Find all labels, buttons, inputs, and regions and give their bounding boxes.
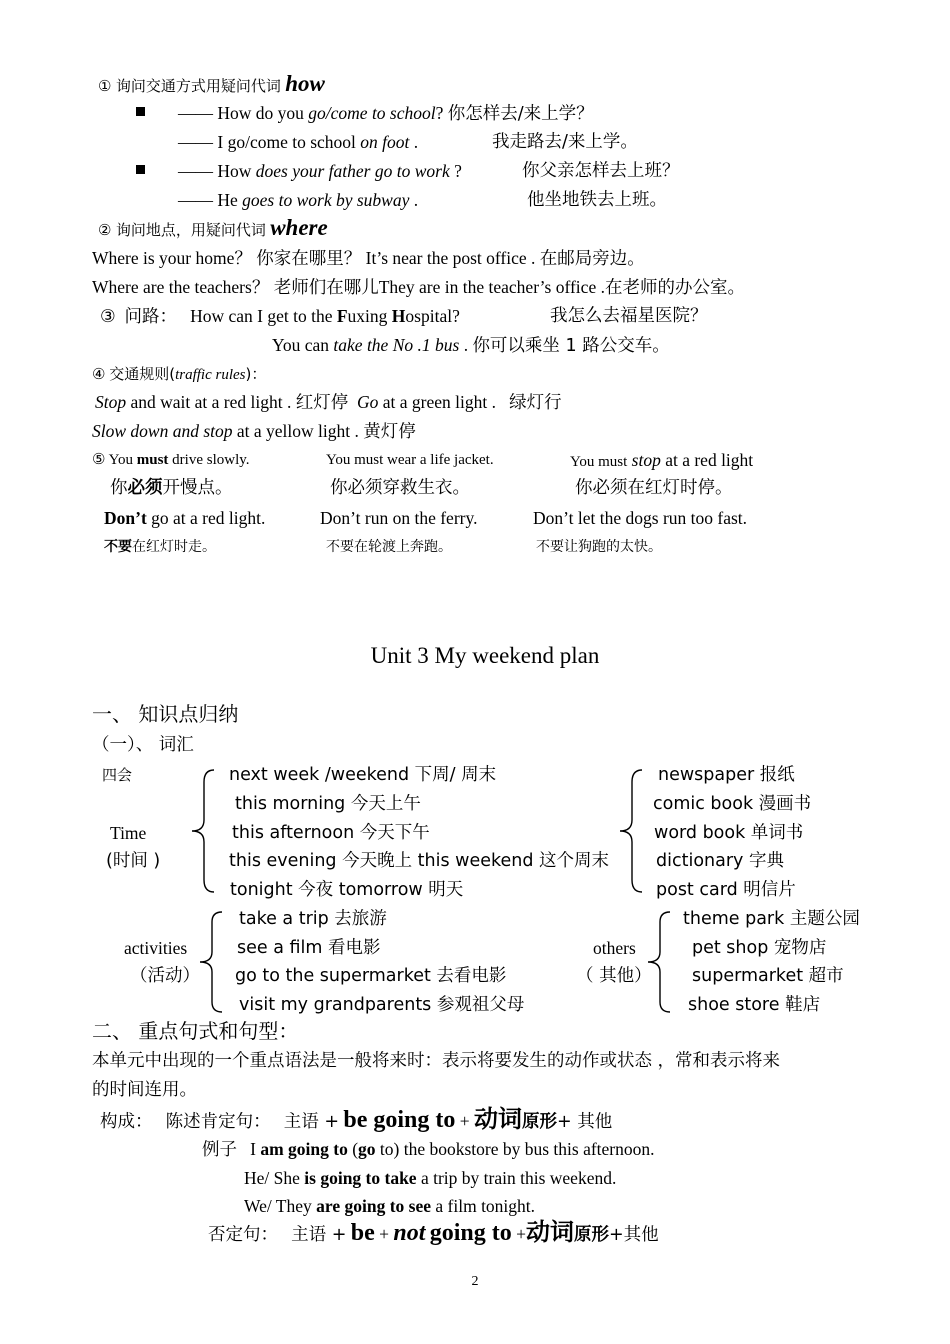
ask-way-line: ③ 问路： How can I get to the Fuxing Hospital?	[100, 306, 460, 327]
activity-item-4: visit my grandparents 参观祖父母	[239, 995, 525, 1015]
dont-col-3-cn: 不要让狗跑的太快。	[536, 539, 662, 555]
circled-number-4: ④	[92, 367, 106, 383]
example-sentence-2: He/ She is going to take a trip by train this weekend.	[244, 1168, 617, 1188]
dont-col-1-cn: 不要在红灯时走。	[104, 539, 216, 555]
activity-item-3: go to the supermarket 去看电影	[235, 966, 507, 986]
left-brace-time	[188, 768, 218, 894]
ask-way-answer: You can take the No .1 bus . 你可以乘坐 1 路公交车。	[272, 335, 670, 356]
example-answer-1-cn: 我走路去/来上学。	[492, 132, 638, 152]
must-col-3-cn: 你必须在红灯时停。	[575, 478, 733, 498]
must-col-2-cn: 你必须穿救生衣。	[330, 478, 470, 498]
example-question-2-cn: 你父亲怎样去上班？	[522, 161, 680, 181]
time-item-4: this evening 今天晚上 this weekend 这个周末	[229, 851, 610, 871]
left-brace-activities	[196, 910, 226, 1014]
square-bullet-icon	[136, 107, 145, 116]
must-col-2: You must wear a life jacket.	[326, 452, 494, 468]
object-item-3: word book 单词书	[654, 823, 804, 843]
example-question-1: —— How do you go/come to school? 你怎样去/来上学？	[178, 103, 594, 124]
must-col-1-cn: 你必须开慢点。	[110, 478, 233, 498]
others-item-1: theme park 主题公园	[683, 909, 860, 929]
object-item-5: post card 明信片	[656, 880, 796, 900]
activity-item-2: see a film 看电影	[237, 938, 381, 958]
must-col-3: You must stop at a red light	[570, 450, 754, 470]
example-answer-2-cn: 他坐地铁去上班。	[527, 190, 667, 210]
object-item-1: newspaper 报纸	[658, 765, 795, 785]
time-label-cn: (时间 )	[106, 851, 161, 871]
left-brace-others	[644, 910, 674, 1014]
dont-col-3: Don’t let the dogs run too fast.	[533, 508, 748, 528]
object-item-2: comic book 漫画书	[653, 794, 812, 814]
circled-number-2: ②	[98, 223, 112, 239]
dont-col-2-cn: 不要在轮渡上奔跑。	[326, 539, 452, 555]
dont-col-1: Don’t go at a red light.	[104, 508, 266, 528]
traffic-rule-line-2: Slow down and stop at a yellow light . 黄灯停	[92, 421, 416, 442]
object-item-4: dictionary 字典	[656, 851, 784, 871]
part2-heading: 二、 重点句式和句型：	[92, 1019, 299, 1043]
dont-col-2: Don’t run on the ferry.	[320, 508, 478, 528]
keyword-where: where	[270, 215, 328, 240]
four-skills-label: 四会	[102, 766, 133, 784]
activity-item-1: take a trip 去旅游	[239, 909, 387, 929]
traffic-rules-heading: ④ 交通规则(traffic rules)：	[92, 365, 267, 383]
activities-label-cn: （活动）	[130, 966, 200, 986]
time-item-3: this afternoon 今天下午	[232, 823, 430, 843]
grammar-paragraph-line-1: 本单元中出现的一个重点语法是一般将来时：表示将要发生的动作或状态 ，常和表示将来	[92, 1051, 781, 1071]
time-item-2: this morning 今天上午	[235, 794, 421, 814]
example-answer-2: —— He goes to work by subway .	[178, 190, 419, 210]
section-where-heading: ② 询问地点，用疑问代词 where	[98, 215, 328, 240]
example-answer-1: —— I go/come to school on foot .	[178, 132, 419, 152]
example-sentence-1: 例子 I am going to (go to) the bookstore by bus this afternoon.	[202, 1139, 655, 1160]
traffic-rule-line-1: Stop and wait at a red light . 红灯停 Go at a green light . 绿灯行	[95, 392, 562, 413]
others-item-3: supermarket 超市	[692, 966, 844, 986]
section-label: 询问交通方式用疑问代词	[115, 77, 281, 95]
others-item-2: pet shop 宠物店	[692, 938, 827, 958]
time-label: Time	[110, 823, 147, 843]
negative-formula: 否定句： 主语 + be + not going to +动词原形+其他	[208, 1218, 659, 1246]
unit-title: Unit 3 My weekend plan	[370, 643, 600, 668]
where-line-2: Where are the teachers？ 老师们在哪儿They are in the teacher’s office .在老师的办公室。	[92, 277, 745, 298]
section-how-heading	[98, 72, 325, 99]
circled-number-1: ①	[98, 79, 112, 95]
must-col-1: ⑤ You must drive slowly.	[92, 452, 250, 468]
circled-number-3: ③	[100, 306, 116, 326]
vocab-subheading: （一）、 词汇	[92, 735, 194, 755]
activities-label: activities	[124, 938, 188, 958]
part1-heading: 一、 知识点归纳	[92, 702, 239, 726]
others-label-cn: （ 其他）	[576, 966, 652, 986]
time-item-1: next week /weekend 下周/ 周末	[229, 765, 497, 785]
left-brace-objects	[616, 768, 646, 894]
time-item-5: tonight 今夜 tomorrow 明天	[230, 880, 464, 900]
example-sentence-3: We/ They are going to see a film tonight.	[244, 1196, 536, 1216]
example-question-2: —— How does your father go to work ?	[178, 161, 462, 181]
keyword-how: how	[285, 71, 325, 96]
ask-way-cn: 我怎么去福星医院？	[550, 306, 708, 326]
page-number: 2	[471, 1274, 479, 1289]
where-line-1: Where is your home？ 你家在哪里？ It’s near the post office . 在邮局旁边。	[92, 248, 645, 269]
others-label: others	[593, 938, 636, 958]
square-bullet-icon	[136, 165, 145, 174]
others-item-4: shoe store 鞋店	[688, 995, 821, 1015]
affirmative-formula: 构成： 陈述肯定句： 主语 + be going to + 动词原形+ 其他	[100, 1105, 613, 1133]
circled-number-5: ⑤	[92, 452, 106, 468]
grammar-paragraph-line-2: 的时间连用。	[92, 1080, 197, 1100]
